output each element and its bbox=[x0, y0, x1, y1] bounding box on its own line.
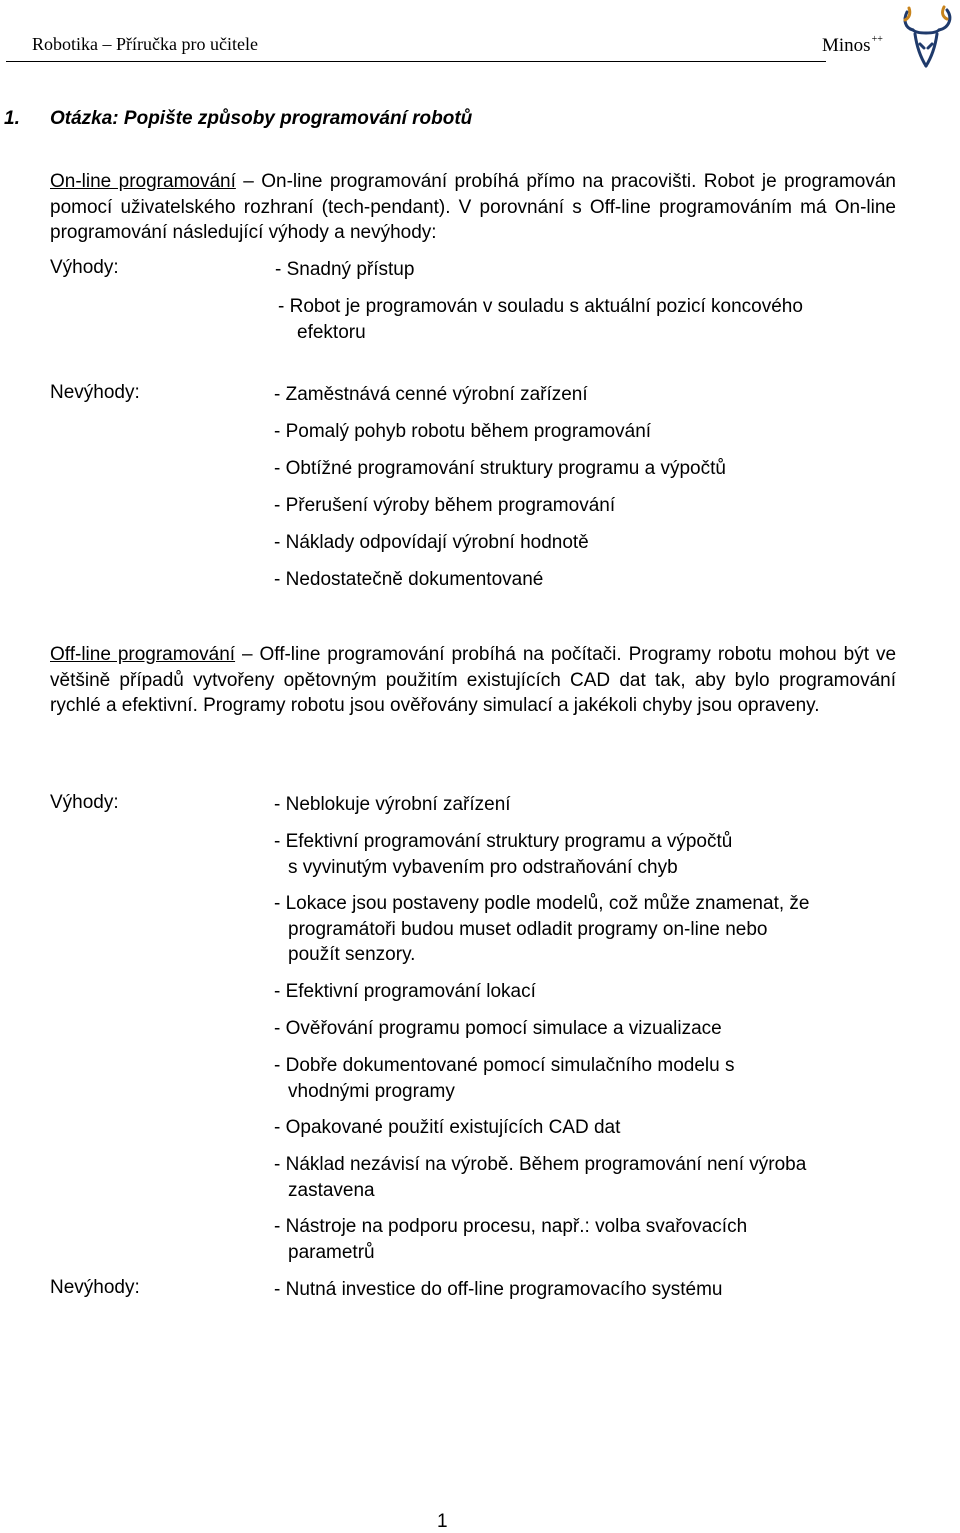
online-con-item: - Náklady odpovídají výrobní hodnotě bbox=[274, 532, 589, 553]
offline-pro-item: - Neblokuje výrobní zařízení bbox=[274, 794, 511, 815]
page-number: 1 bbox=[437, 1511, 448, 1532]
online-con-item: - Obtížné programování struktury programu a výpočtů bbox=[274, 458, 726, 479]
online-con-item: - Nedostatečně dokumentované bbox=[274, 569, 544, 590]
question-text: Otázka: Popište způsoby programování robotů bbox=[50, 108, 473, 129]
header-brand bbox=[822, 34, 883, 57]
header-divider bbox=[6, 61, 826, 62]
offline-pro-item: - Ověřování programu pomocí simulace a vizualizace bbox=[274, 1018, 722, 1039]
online-heading: On-line programování bbox=[50, 171, 236, 192]
online-con-item: - Pomalý pohyb robotu během programování bbox=[274, 421, 652, 442]
offline-heading: Off-line programování bbox=[50, 644, 236, 665]
header-title: Robotika – Příručka pro učitele bbox=[32, 34, 258, 54]
offline-dash: – bbox=[235, 644, 260, 665]
offline-con-item: - Nutná investice do off-line programovacího systému bbox=[274, 1279, 723, 1300]
brand-name: Minos bbox=[822, 35, 871, 56]
offline-pro-item: - Náklad nezávisí na výrobě. Během programování není výroba zastavena bbox=[274, 1154, 807, 1201]
offline-pro-item: - Dobře dokumentované pomocí simulačního modelu s vhodnými programy bbox=[274, 1055, 735, 1102]
offline-pro-item: - Lokace jsou postaveny podle modelů, což může znamenat, že programátoři budou muset odladit programy on-line nebo použít senzory. bbox=[274, 893, 810, 965]
offline-pro-item: - Efektivní programování struktury programu a výpočtů s vyvinutým vybavením pro odstraňování chyb bbox=[274, 831, 733, 878]
offline-cons-label: Nevýhody: bbox=[50, 1277, 140, 1298]
online-dash: – bbox=[235, 171, 262, 192]
question-number: 1. bbox=[4, 108, 20, 129]
offline-pro-item: - Nástroje na podporu procesu, např.: volba svařovacích parametrů bbox=[274, 1216, 748, 1263]
offline-paragraph bbox=[50, 642, 896, 719]
bull-head-logo-icon bbox=[897, 4, 955, 72]
online-con-item: - Přerušení výroby během programování bbox=[274, 495, 616, 516]
offline-pro-item: - Opakované použití existujících CAD dat bbox=[274, 1117, 621, 1138]
online-con-item: - Zaměstnává cenné výrobní zařízení bbox=[274, 384, 588, 405]
online-pros-label: Výhody: bbox=[50, 257, 119, 278]
offline-pro-item: - Efektivní programování lokací bbox=[274, 981, 536, 1002]
offline-text: Off-line programování probíhá na počítači. Programy robotu mohou být ve většině případů vytvořeny opětovným použitím existujících CAD dat tak, aby bylo programování rychlé a efektivní. Programy robotu jsou ověřovány simulací a jakékoli chyby jsou opraveny. bbox=[50, 644, 897, 716]
online-pro-item: - Snadný přístup bbox=[275, 259, 415, 280]
brand-sup: ++ bbox=[871, 34, 883, 45]
online-pro-item: - Robot je programován v souladu s aktuální pozicí koncového efektoru bbox=[278, 296, 803, 343]
online-paragraph bbox=[50, 169, 896, 246]
online-text: On-line programování probíhá přímo na pracovišti. Robot je programován pomocí uživatelského rozhraní (tech-pendant). V porovnání s Off-line programováním má On-line programování následující výhody a nevýhody: bbox=[50, 171, 896, 243]
online-cons-label: Nevýhody: bbox=[50, 382, 140, 403]
offline-pros-label: Výhody: bbox=[50, 792, 119, 813]
